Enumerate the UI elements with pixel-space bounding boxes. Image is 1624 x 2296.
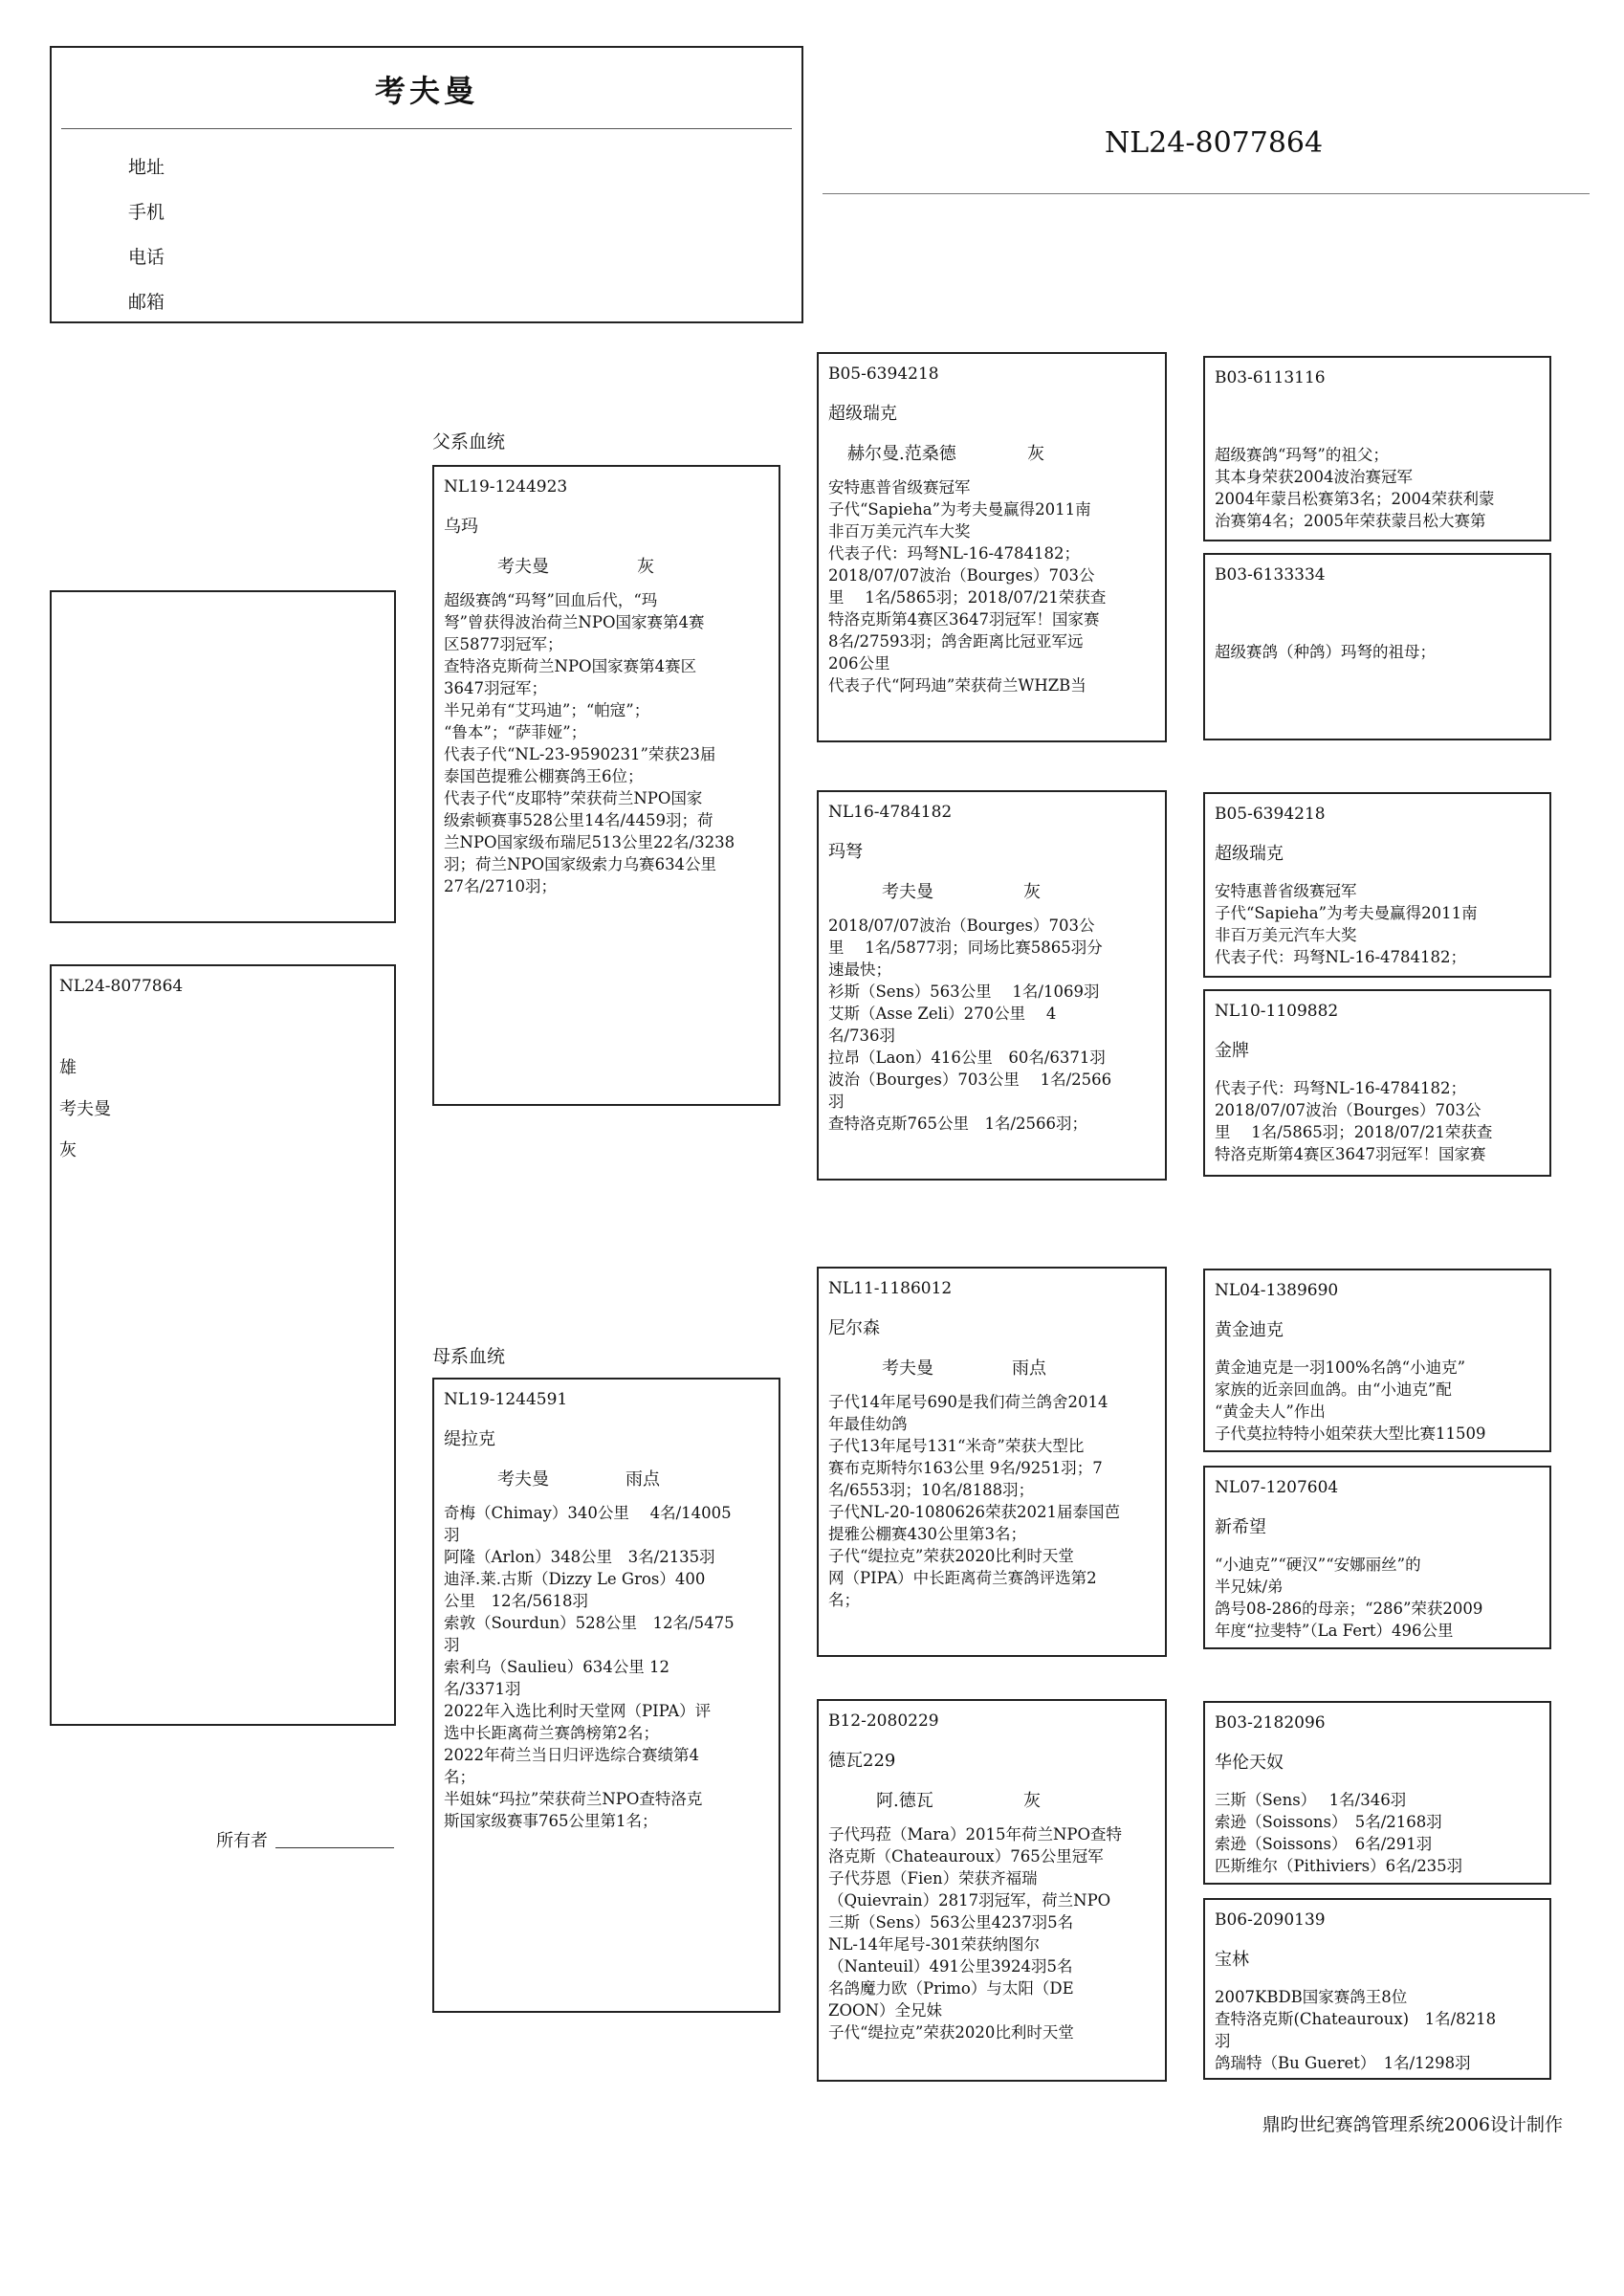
dam-breeder: 考夫曼 [497, 1469, 549, 1490]
dsd-notes: “小迪克”“硬汉”“安娜丽丝”的 半兄妹/弟 鸽号08-286的母亲；“286”荣获2009 年度“拉斐特”（La Fert）496公里 [1215, 1556, 1483, 1640]
sss-box [1203, 356, 1551, 541]
ds-color: 雨点 [1012, 1358, 1046, 1379]
sdd-ring: NL10-1109882 [1215, 1002, 1339, 1021]
ssd-ring: B03-6133334 [1215, 565, 1326, 585]
dd-notes: 子代玛菈（Mara）2015年荷兰NPO查特 洛克斯（Chateauroux）765公里冠军 子代芬恩（Fien）荣获齐福瑞 （Quievrain）2817羽冠军，荷兰NPO 三斯（Sens）563公里4237羽5名 NL-14年尾号-301荣获纳图尔 （Nanteuil）491公里3924羽5名 名鸽魔力欧（Primo）与太阳（DE ZOON）全兄妹 子代“缇拉克”荣获2020比利时天堂 [828, 1825, 1123, 2042]
dd-color: 灰 [1023, 1791, 1041, 1811]
sire-breeder: 考夫曼 [497, 557, 549, 577]
dsd-ring: NL07-1207604 [1215, 1478, 1339, 1497]
sd-breeder: 考夫曼 [882, 882, 933, 902]
ssd-box [1203, 553, 1551, 740]
sd-notes: 2018/07/07波治（Bourges）703公 里 1名/5877羽；同场比赛5865羽分 速最快； 衫斯（Sens）563公里 1名/1069羽 艾斯（Asse Zeli）270公里 4 名/736羽 拉昂（Laon）416公里 60名/6371羽 波治（Bourges）703公里 1名/2566 羽 查特洛克斯765公里 1名/2566羽； [828, 916, 1112, 1133]
dds-box [1203, 1701, 1551, 1885]
sss-notes: 超级赛鸽“玛弩”的祖父； 其本身荣获2004波治赛冠军 2004年蒙吕松赛第3名；2004荣获利蒙 治赛第4名；2005年荣获蒙吕松大赛第 [1215, 446, 1495, 530]
email-label: 邮箱 [128, 292, 165, 313]
ds-ring: NL11-1186012 [828, 1279, 953, 1298]
sire-color: 灰 [637, 557, 654, 577]
sdd-box [1203, 989, 1551, 1177]
sds-box [1203, 792, 1551, 978]
sd-color: 灰 [1023, 882, 1041, 902]
address-label: 地址 [128, 157, 165, 178]
sire-line-label: 父系血统 [432, 431, 506, 453]
ssd-notes: 超级赛鸽（种鸽）玛弩的祖母； [1215, 643, 1436, 661]
dam-line-label: 母系血统 [432, 1346, 506, 1367]
sire-notes: 超级赛鸽“玛弩”回血后代，“玛 弩”曾获得波治荷兰NPO国家赛第4赛 区5877羽冠军； 查特洛克斯荷兰NPO国家赛第4赛区 3647羽冠军； 半兄弟有“艾玛迪”；“帕寇”； “鲁本”；“萨菲娅”； 代表子代“NL-23-9590231”荣获23届 泰国芭提雅公棚赛鸽王6位； 代表子代“皮耶特”荣获荷兰NPO国家 级索顿赛事528公里14名/4459羽；荷 兰NPO国家级布瑞尼513公里22名/3238 羽；荷兰NPO国家级索力乌赛634公里 27名/2710羽； [444, 591, 735, 895]
owner-contact-rows [128, 153, 165, 323]
dss-ring: NL04-1389690 [1215, 1281, 1339, 1300]
dd-breeder: 阿.德瓦 [876, 1791, 933, 1811]
photo-box [50, 590, 396, 923]
owner-label: 所有者 [216, 1831, 268, 1851]
ss-ring: B05-6394218 [828, 364, 939, 384]
sd-box [817, 790, 1167, 1181]
dd-box [817, 1699, 1167, 2082]
dss-box [1203, 1269, 1551, 1452]
dsd-name: 新希望 [1215, 1517, 1266, 1537]
sss-ring: B03-6113116 [1215, 368, 1326, 387]
ds-name: 尼尔森 [828, 1318, 880, 1338]
dd-ring: B12-2080229 [828, 1711, 939, 1731]
dam-ring: NL19-1244591 [444, 1390, 568, 1409]
subject-breeder: 考夫曼 [59, 1099, 111, 1119]
dam-box [432, 1378, 780, 2013]
dss-name: 黄金迪克 [1215, 1320, 1284, 1340]
ss-notes: 安特惠普省级赛冠军 子代“Sapieha”为考夫曼赢得2011南 非百万美元汽车大奖 代表子代：玛弩NL-16-4784182； 2018/07/07波治（Bourges）703公 里 1名/5865羽；2018/07/21荣获查 特洛克斯第4赛区3647羽冠军！国家赛 8名/27593羽；鸽舍距离比冠亚军远 206公里 代表子代“阿玛迪”荣获荷兰WHZB当 [828, 478, 1107, 695]
owner-name: 考夫曼 [374, 73, 478, 109]
header-ring-rule [823, 193, 1590, 194]
owner-divider [61, 128, 792, 129]
dsd-box [1203, 1466, 1551, 1649]
phone-label: 电话 [128, 247, 165, 268]
header-ring-number: NL24-8077864 [1105, 126, 1324, 160]
ddd-name: 宝林 [1215, 1950, 1249, 1970]
ss-box [817, 352, 1167, 742]
dam-color: 雨点 [625, 1469, 660, 1490]
ds-breeder: 考夫曼 [882, 1358, 933, 1379]
sire-name: 乌玛 [444, 517, 478, 537]
sds-name: 超级瑞克 [1215, 844, 1284, 864]
ss-color: 灰 [1027, 444, 1044, 464]
ss-breeder: 赫尔曼.范桑德 [847, 444, 956, 464]
owner-info-box [50, 46, 803, 323]
ddd-ring: B06-2090139 [1215, 1910, 1326, 1930]
ddd-notes: 2007KBDB国家赛鸽王8位 查特洛克斯(Chateauroux) 1名/8218 羽 鸽瑞特（Bu Gueret） 1名/1298羽 [1215, 1988, 1497, 2072]
ds-notes: 子代14年尾号690是我们荷兰鸽舍2014 年最佳幼鸽 子代13年尾号131“米奇”荣获大型比 赛布克斯特尔163公里 9名/9251羽；7 名/6553羽；10名/8188羽； 子代NL-20-1080626荣获2021届泰国芭 提雅公棚赛430公里第3名； 子代“缇拉克”荣获2020比利时天堂 网（PIPA）中长距离荷兰赛鸽评选第2 名； [828, 1393, 1121, 1609]
sds-ring: B05-6394218 [1215, 805, 1326, 824]
subject-sex: 雄 [59, 1058, 77, 1078]
sd-ring: NL16-4784182 [828, 803, 953, 822]
dam-notes: 奇梅（Chimay）340公里 4名/14005 羽 阿隆（Arlon）348公里 3名/2135羽 迪泽.莱.古斯（Dizzy Le Gros）400 公里 12名/5618羽 索敦（Sourdun）528公里 12名/5475 羽 索利乌（Saulieu）634公里 12 名/3371羽 2022年入选比利时天堂网（PIPA）评 选中长距离荷兰赛鸽榜第2名； 2022年荷兰当日归评选综合赛绩第4 名； 半姐妹“玛拉”荣获荷兰NPO查特洛克 斯国家级赛事765公里第1名； [444, 1504, 735, 1830]
ddd-box [1203, 1898, 1551, 2080]
owner-line [275, 1847, 394, 1848]
dss-notes: 黄金迪克是一羽100%名鸽“小迪克” 家族的近亲回血鸽。由“小迪克”配 “黄金夫人”作出 子代莫拉特特小姐荣获大型比赛11509 [1215, 1358, 1486, 1443]
footer-credit: 鼎昀世纪赛鸽管理系统2006设计制作 [1262, 2114, 1563, 2135]
ss-name: 超级瑞克 [828, 404, 897, 424]
dds-ring: B03-2182096 [1215, 1713, 1326, 1733]
dds-name: 华伦天奴 [1215, 1753, 1284, 1773]
sdd-notes: 代表子代：玛弩NL-16-4784182； 2018/07/07波治（Bourges）703公 里 1名/5865羽；2018/07/21荣获查 特洛克斯第4赛区3647羽冠军！国家赛 [1215, 1079, 1493, 1163]
sire-box [432, 465, 780, 1106]
sds-notes: 安特惠普省级赛冠军 子代“Sapieha”为考夫曼赢得2011南 非百万美元汽车大奖 代表子代：玛弩NL-16-4784182； [1215, 882, 1478, 966]
dd-name: 德瓦229 [828, 1751, 896, 1771]
subject-color: 灰 [59, 1140, 77, 1160]
dds-notes: 三斯（Sens） 1名/346羽 索逊（Soissons） 5名/2168羽 索逊（Soissons） 6名/291羽 匹斯维尔（Pithiviers）6名/235羽 [1215, 1791, 1463, 1875]
sire-ring: NL19-1244923 [444, 477, 568, 497]
sdd-name: 金牌 [1215, 1041, 1249, 1061]
subject-box [50, 964, 396, 1726]
sd-name: 玛弩 [828, 842, 863, 862]
mobile-label: 手机 [128, 202, 165, 223]
ds-box [817, 1267, 1167, 1657]
dam-name: 缇拉克 [444, 1429, 495, 1449]
subject-ring: NL24-8077864 [59, 977, 184, 996]
